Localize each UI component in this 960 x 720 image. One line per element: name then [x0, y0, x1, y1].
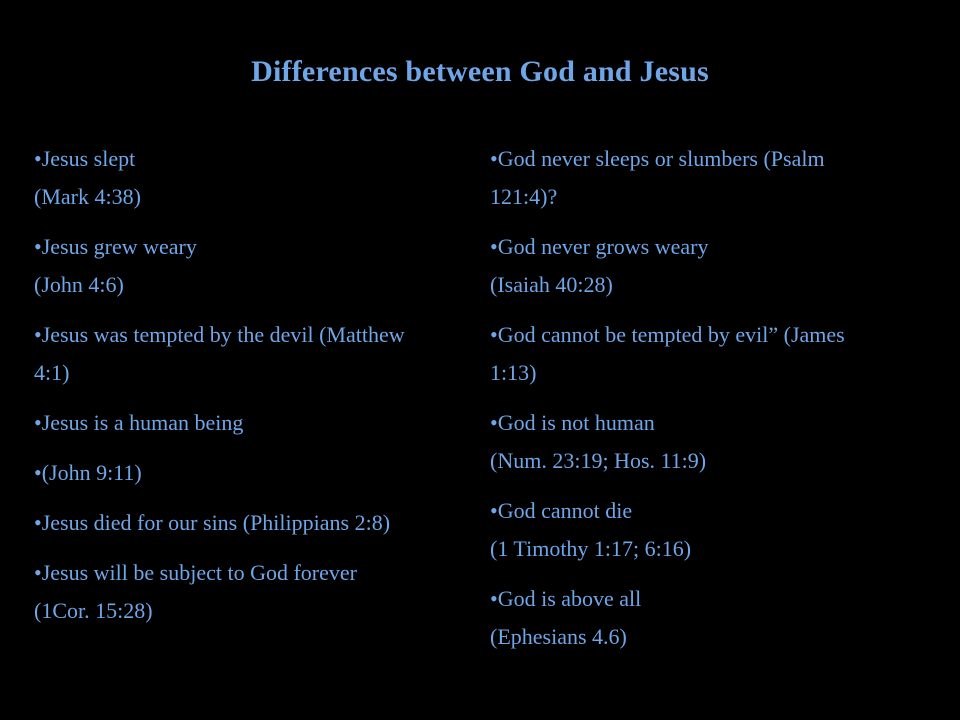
bullet-item [34, 554, 474, 630]
bullet-item [490, 580, 910, 656]
bullet-item [34, 504, 474, 542]
bullet-item [490, 404, 910, 480]
bullet-reference: 1:13) [490, 360, 537, 385]
bullet-text: •God never grows weary [490, 234, 709, 259]
bullet-text: •(John 9:11) [34, 460, 142, 485]
bullet-text: •Jesus grew weary [34, 234, 197, 259]
bullet-reference: (1 Timothy 1:17; 6:16) [490, 536, 692, 561]
bullet-item [490, 140, 910, 216]
bullet-text: •God is above all [490, 586, 642, 611]
bullet-reference: (1Cor. 15:28) [34, 598, 153, 623]
god-column [490, 140, 910, 668]
bullet-text: •God cannot die [490, 498, 633, 523]
bullet-reference: 121:4)? [490, 184, 558, 209]
bullet-text: •Jesus was tempted by the devil (Matthew [34, 322, 405, 347]
bullet-reference: (Mark 4:38) [34, 184, 141, 209]
bullet-text: •God never sleeps or slumbers (Psalm [490, 146, 825, 171]
bullet-text: •Jesus will be subject to God forever [34, 560, 357, 585]
bullet-reference: (Ephesians 4.6) [490, 624, 627, 649]
slide-title: Differences between God and Jesus [251, 55, 709, 88]
bullet-text: •God is not human [490, 410, 655, 435]
bullet-item [490, 228, 910, 304]
bullet-item [34, 228, 474, 304]
bullet-item [490, 316, 910, 392]
bullet-reference: (John 4:6) [34, 272, 124, 297]
bullet-reference: 4:1) [34, 360, 70, 385]
bullet-item [34, 140, 474, 216]
bullet-item [490, 492, 910, 568]
bullet-text: •Jesus slept [34, 146, 136, 171]
bullet-reference: (Isaiah 40:28) [490, 272, 613, 297]
bullet-item [34, 404, 474, 442]
bullet-text: •God cannot be tempted by evil” (James [490, 322, 845, 347]
bullet-reference: (Num. 23:19; Hos. 11:9) [490, 448, 707, 473]
bullet-text: •Jesus is a human being [34, 410, 244, 435]
jesus-column [34, 140, 474, 642]
bullet-text: •Jesus died for our sins (Philippians 2:8) [34, 510, 391, 535]
bullet-item [34, 454, 474, 492]
bullet-item [34, 316, 474, 392]
